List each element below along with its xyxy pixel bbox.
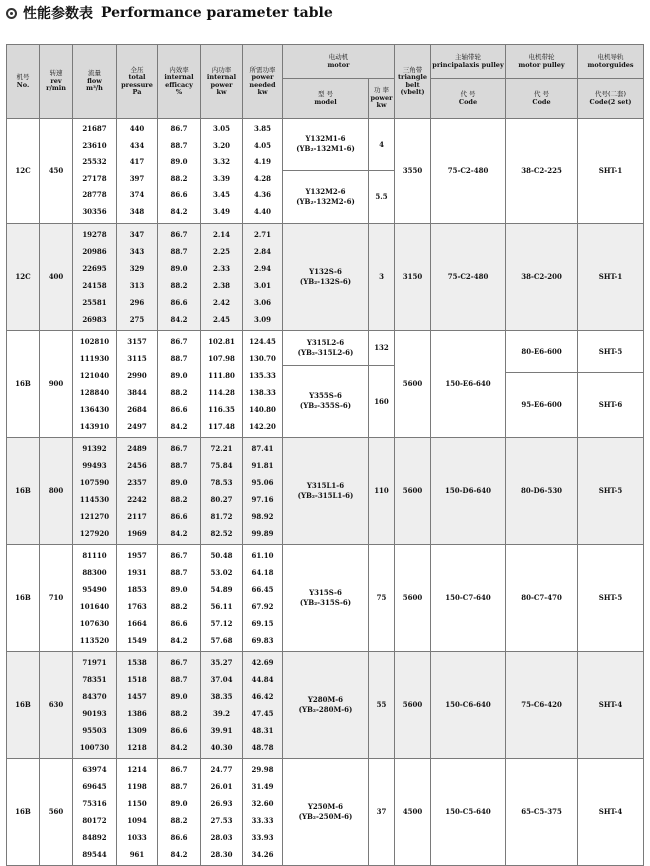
cell-motor-power: 5.5: [369, 170, 395, 223]
cell-principal-pulley: 150-C5-640: [431, 758, 506, 865]
header-motor: 电动机 motor: [283, 45, 395, 79]
cell-speed: 560: [40, 758, 73, 865]
cell-motor-model: Y315S-6 (YB₂-315S-6): [283, 544, 369, 651]
header-internal-power: 内功率 internal power kw: [201, 45, 243, 119]
cell-speed: 630: [40, 651, 73, 758]
cell-belt: 4500: [395, 758, 431, 865]
header-guides-code: 代号(二套) Code(2 set): [578, 79, 644, 119]
cell-guides: SHT-5: [578, 544, 644, 651]
cell-model-no: 16B: [7, 544, 40, 651]
cell-belt: 5600: [395, 651, 431, 758]
cell-motor-pulley: 80-E6-600: [506, 330, 578, 372]
cell-internal-power-list: 102.81 107.98 111.80 114.28 116.35 117.48: [201, 330, 243, 437]
cell-motor-power: 55: [369, 651, 395, 758]
page-title-en: Performance parameter table: [101, 5, 333, 21]
header-flow: 流量 flow m³/h: [73, 45, 117, 119]
cell-model-no: 16B: [7, 758, 40, 865]
cell-motor-model: Y355S-6 (YB₂-355S-6): [283, 365, 369, 437]
header-motor-model: 型 号 model: [283, 79, 369, 119]
cell-flow-list: 91392 99493 107590 114530 121270 127920: [73, 437, 117, 544]
cell-flow-list: 71971 78351 84370 90193 95503 100730: [73, 651, 117, 758]
cell-internal-power-list: 35.27 37.04 38.35 39.2 39.91 40.30: [201, 651, 243, 758]
cell-pressure-list: 440 434 417 397 374 348: [117, 119, 158, 224]
cell-principal-pulley: 150-C7-640: [431, 544, 506, 651]
cell-belt: 5600: [395, 437, 431, 544]
cell-flow-list: 63974 69645 75316 80172 84892 89544: [73, 758, 117, 865]
cell-needed-power-list: 87.41 91.81 95.06 97.16 98.92 99.89: [243, 437, 283, 544]
cell-speed: 400: [40, 223, 73, 330]
cell-principal-pulley: 75-C2-480: [431, 223, 506, 330]
cell-principal-pulley: 150-D6-640: [431, 437, 506, 544]
header-needed-power: 所需功率 power needed kw: [243, 45, 283, 119]
cell-motor-pulley: 75-C6-420: [506, 651, 578, 758]
cell-model-no: 12C: [7, 223, 40, 330]
cell-speed: 710: [40, 544, 73, 651]
cell-internal-power-list: 3.05 3.20 3.32 3.39 3.45 3.49: [201, 119, 243, 224]
cell-internal-power-list: 2.14 2.25 2.33 2.38 2.42 2.45: [201, 223, 243, 330]
cell-guides: SHT-6: [578, 372, 644, 437]
cell-guides: SHT-4: [578, 758, 644, 865]
header-motor-pulley-code: 代 号 Code: [506, 79, 578, 119]
cell-efficacy-list: 86.7 88.7 89.0 88.2 86.6 84.2: [158, 651, 201, 758]
cell-pressure-list: 2489 2456 2357 2242 2117 1969: [117, 437, 158, 544]
cell-guides: SHT-5: [578, 330, 644, 372]
cell-flow-list: 21687 23610 25532 27178 28778 30356: [73, 119, 117, 224]
cell-efficacy-list: 86.7 88.7 89.0 88.2 86.6 84.2: [158, 330, 201, 437]
cell-motor-pulley: 38-C2-200: [506, 223, 578, 330]
cell-guides: SHT-1: [578, 119, 644, 224]
cell-pressure-list: 1538 1518 1457 1386 1309 1218: [117, 651, 158, 758]
cell-speed: 450: [40, 119, 73, 224]
cell-speed: 800: [40, 437, 73, 544]
header-belt: 三角带 triangle belt (vbelt): [395, 45, 431, 119]
performance-table: [6, 44, 644, 866]
cell-efficacy-list: 86.7 88.7 89.0 88.2 86.6 84.2: [158, 437, 201, 544]
cell-efficacy-list: 86.7 88.7 89.0 88.2 86.6 84.2: [158, 223, 201, 330]
cell-principal-pulley: 150-C6-640: [431, 651, 506, 758]
cell-motor-power: 37: [369, 758, 395, 865]
cell-principal-pulley: 75-C2-480: [431, 119, 506, 224]
cell-belt: 5600: [395, 544, 431, 651]
cell-model-no: 16B: [7, 437, 40, 544]
cell-pressure-list: 1957 1931 1853 1763 1664 1549: [117, 544, 158, 651]
cell-internal-power-list: 50.48 53.02 54.89 56.11 57.12 57.68: [201, 544, 243, 651]
cell-efficacy-list: 86.7 88.7 89.0 88.2 86.6 84.2: [158, 758, 201, 865]
cell-motor-model: Y132M1-6 (YB₂-132M1-6): [283, 119, 369, 171]
cell-motor-power: 75: [369, 544, 395, 651]
cell-guides: SHT-5: [578, 437, 644, 544]
header-speed: 转速 rev r/min: [40, 45, 73, 119]
cell-speed: 900: [40, 330, 73, 437]
header-motor-guides: 电机导轨 motorguides: [578, 45, 644, 79]
header-model-no: 机号 No.: [7, 45, 40, 119]
cell-flow-list: 19278 20986 22695 24158 25581 26983: [73, 223, 117, 330]
cell-motor-pulley: 65-C5-375: [506, 758, 578, 865]
page-title-cn: 性能参数表: [23, 6, 93, 22]
cell-motor-power: 4: [369, 119, 395, 171]
cell-motor-pulley: 80-D6-530: [506, 437, 578, 544]
cell-internal-power-list: 72.21 75.84 78.53 80.27 81.72 82.52: [201, 437, 243, 544]
cell-pressure-list: 347 343 329 313 296 275: [117, 223, 158, 330]
cell-guides: SHT-4: [578, 651, 644, 758]
header-principal-pulley-code: 代 号 Code: [431, 79, 506, 119]
header-motor-pulley: 电机带轮 motor pulley: [506, 45, 578, 79]
cell-motor-model: Y250M-6 (YB₂-250M-6): [283, 758, 369, 865]
header-principal-pulley: 主轴带轮 principalaxis pulley: [431, 45, 506, 79]
cell-motor-power: 3: [369, 223, 395, 330]
cell-internal-power-list: 24.77 26.01 26.93 27.53 28.03 28.30: [201, 758, 243, 865]
cell-motor-power: 160: [369, 365, 395, 437]
cell-motor-model: Y132M2-6 (YB₂-132M2-6): [283, 170, 369, 223]
cell-model-no: 12C: [7, 119, 40, 224]
header-motor-power: 功 率 power kw: [369, 79, 395, 119]
cell-motor-model: Y280M-6 (YB₂-280M-6): [283, 651, 369, 758]
cell-motor-model: Y132S-6 (YB₂-132S-6): [283, 223, 369, 330]
cell-motor-model: Y315L2-6 (YB₂-315L2-6): [283, 330, 369, 365]
cell-needed-power-list: 61.10 64.18 66.45 67.92 69.15 69.83: [243, 544, 283, 651]
cell-guides: SHT-1: [578, 223, 644, 330]
cell-pressure-list: 3157 3115 2990 3844 2684 2497: [117, 330, 158, 437]
cell-needed-power-list: 42.69 44.84 46.42 47.45 48.31 48.78: [243, 651, 283, 758]
cell-motor-pulley: 38-C2-225: [506, 119, 578, 224]
cell-belt: 5600: [395, 330, 431, 437]
cell-pressure-list: 1214 1198 1150 1094 1033 961: [117, 758, 158, 865]
cell-motor-pulley: 95-E6-600: [506, 372, 578, 437]
cell-model-no: 16B: [7, 330, 40, 437]
cell-efficacy-list: 86.7 88.7 89.0 88.2 86.6 84.2: [158, 544, 201, 651]
cell-motor-model: Y315L1-6 (YB₂-315L1-6): [283, 437, 369, 544]
cell-motor-power: 132: [369, 330, 395, 365]
cell-flow-list: 102810 111930 121040 128840 136430 143910: [73, 330, 117, 437]
cell-belt: 3150: [395, 223, 431, 330]
cell-belt: 3550: [395, 119, 431, 224]
cell-model-no: 16B: [7, 651, 40, 758]
cell-needed-power-list: 3.85 4.05 4.19 4.28 4.36 4.40: [243, 119, 283, 224]
cell-needed-power-list: 124.45 130.70 135.33 138.33 140.80 142.20: [243, 330, 283, 437]
cell-needed-power-list: 29.98 31.49 32.60 33.33 33.93 34.26: [243, 758, 283, 865]
header-efficacy: 内效率 internal efficacy %: [158, 45, 201, 119]
cell-needed-power-list: 2.71 2.84 2.94 3.01 3.06 3.09: [243, 223, 283, 330]
cell-efficacy-list: 86.7 88.7 89.0 88.2 86.6 84.2: [158, 119, 201, 224]
cell-principal-pulley: 150-E6-640: [431, 330, 506, 437]
cell-motor-pulley: 80-C7-470: [506, 544, 578, 651]
cell-flow-list: 81110 88300 95490 101640 107630 113520: [73, 544, 117, 651]
page-title: [6, 2, 333, 24]
bullet-icon: [6, 8, 17, 19]
header-pressure: 全压 total pressure Pa: [117, 45, 158, 119]
cell-motor-power: 110: [369, 437, 395, 544]
